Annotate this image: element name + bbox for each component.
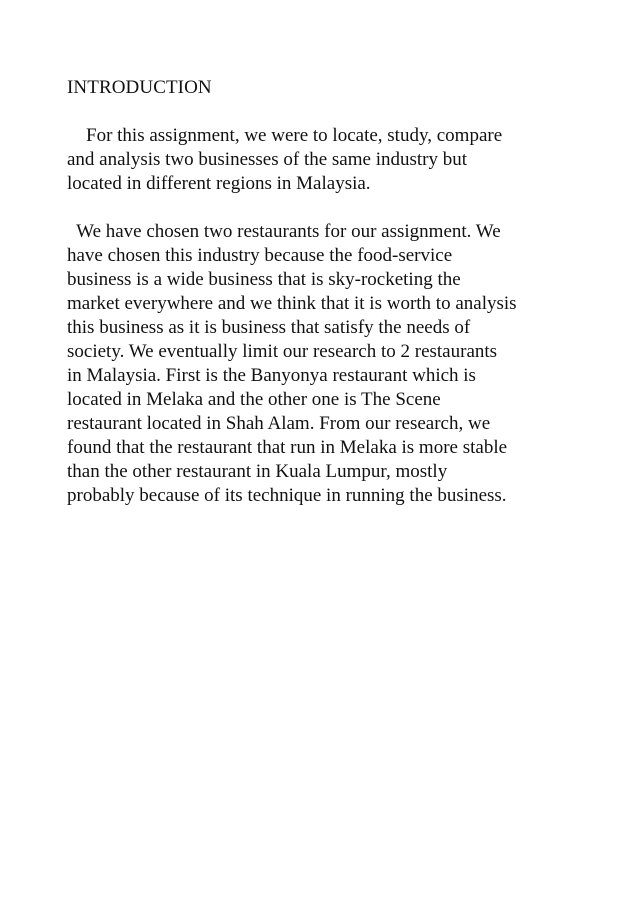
paragraph-line: restaurant located in Shah Alam. From our research, we — [67, 413, 491, 434]
paragraph-line: located in different regions in Malaysia. — [67, 173, 371, 194]
paragraph-line: probably because of its technique in running the business. — [67, 485, 507, 506]
document-heading: INTRODUCTION — [67, 77, 212, 98]
paragraph-assignment-intro — [67, 124, 587, 196]
paragraph-line: and analysis two businesses of the same industry but — [67, 149, 468, 170]
paragraph-restaurant-choice — [67, 220, 587, 508]
paragraph-line: market everywhere and we think that it is worth to analysis — [67, 293, 517, 314]
paragraph-line: found that the restaurant that run in Melaka is more stable — [67, 437, 508, 458]
paragraph-line: business is a wide business that is sky-rocketing the — [67, 269, 461, 290]
paragraph-line: For this assignment, we were to locate, study, compare — [67, 125, 503, 146]
paragraph-line: in Malaysia. First is the Banyonya restaurant which is — [67, 365, 476, 386]
paragraph-line: this business as it is business that satisfy the needs of — [67, 317, 471, 338]
paragraph-line: than the other restaurant in Kuala Lumpur, mostly — [67, 461, 448, 482]
paragraph-line: We have chosen two restaurants for our assignment. We — [67, 221, 501, 242]
paragraph-line: have chosen this industry because the food-service — [67, 245, 453, 266]
paragraph-line: located in Melaka and the other one is The Scene — [67, 389, 441, 410]
document-body — [67, 76, 587, 532]
paragraph-line: society. We eventually limit our research to 2 restaurants — [67, 341, 498, 362]
